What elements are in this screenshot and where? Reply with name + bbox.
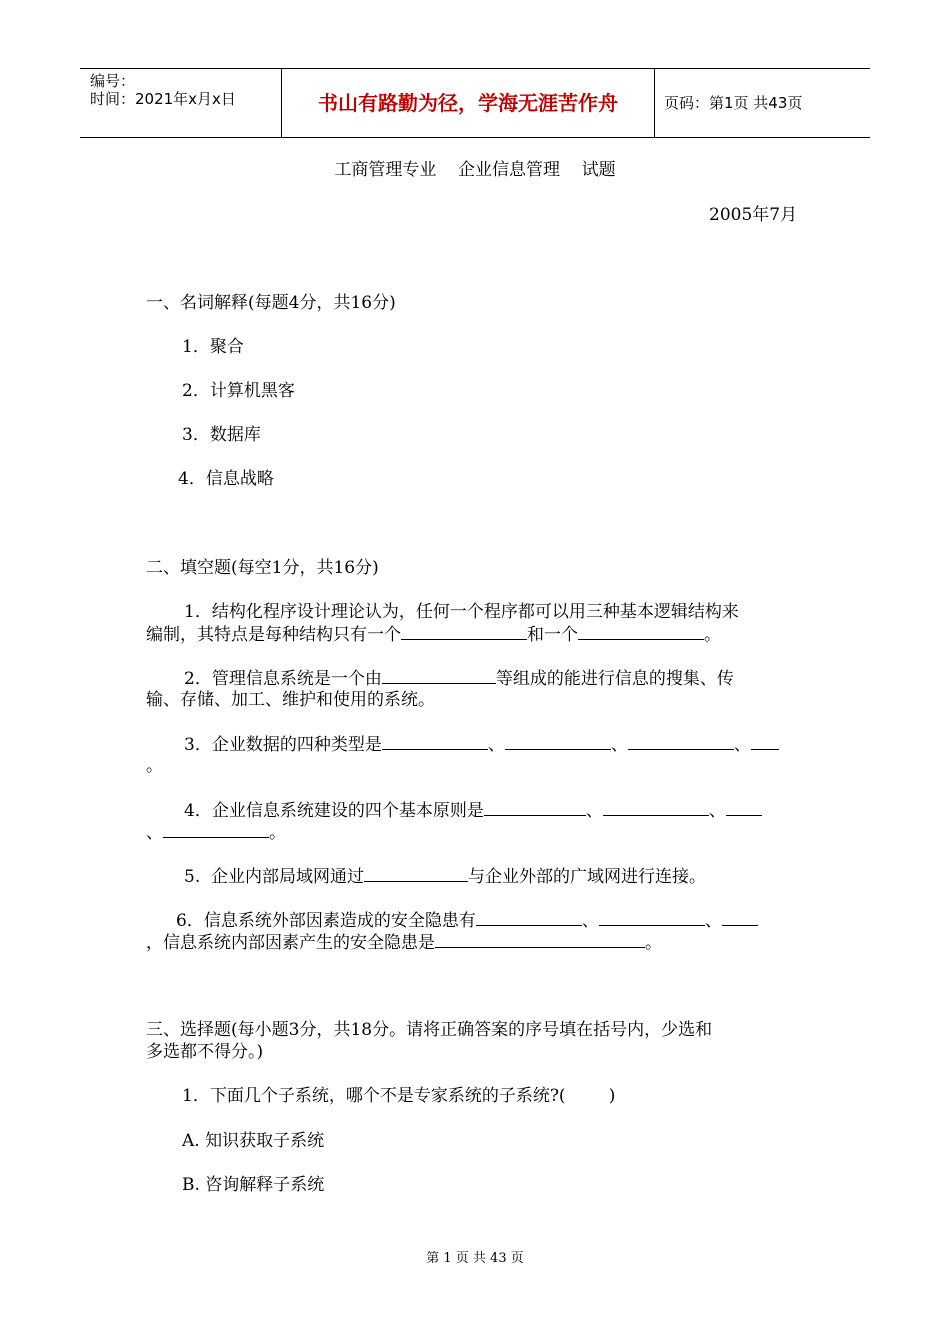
- choice-option-a[interactable]: A. 知识获取子系统: [182, 1131, 325, 1151]
- code-label: 编号：: [90, 72, 136, 90]
- header-divider: [654, 69, 655, 137]
- page-header: [80, 68, 870, 138]
- answer-blank[interactable]: [401, 624, 527, 640]
- answer-blank[interactable]: [603, 800, 709, 816]
- answer-blank[interactable]: [476, 910, 582, 926]
- fill-q5-line1: 5. 企业内部局域网通过 与企业外部的广域网进行连接。: [184, 867, 707, 887]
- answer-blank[interactable]: [722, 910, 758, 926]
- answer-blank[interactable]: [382, 668, 496, 684]
- header-info-cell: [80, 69, 281, 137]
- answer-blank[interactable]: [435, 932, 645, 948]
- page-footer: 第 1 页 共 43 页: [426, 1251, 524, 1266]
- header-motto: 书山有路勤为径，学海无涯苦作舟: [318, 91, 618, 115]
- answer-blank[interactable]: [382, 734, 488, 750]
- answer-blank[interactable]: [726, 800, 762, 816]
- answer-blank[interactable]: [163, 822, 269, 838]
- fill-q3-line1: 3．企业数据的四种类型是 、 、 、: [184, 734, 779, 755]
- answer-blank[interactable]: [505, 734, 611, 750]
- section2-heading: 二、填空题(每空1分，共16分): [146, 558, 379, 578]
- answer-blank[interactable]: [484, 800, 586, 816]
- term-item: 3．数据库: [182, 425, 261, 445]
- term-item: 4．信息战略: [178, 469, 274, 489]
- time-label: 时间：2021年x月x日: [90, 90, 236, 108]
- answer-blank[interactable]: [628, 734, 734, 750]
- fill-q6-line2: ，信息系统内部因素产生的安全隐患是 。: [146, 933, 662, 953]
- choice-option-b[interactable]: B. 咨询解释子系统: [182, 1175, 325, 1195]
- doc-title: 工商管理专业 企业信息管理 试题: [334, 160, 616, 180]
- header-page-label: 页码：第1页 共43页: [664, 94, 803, 112]
- section1-heading: 一、名词解释(每题4分，共16分): [146, 293, 396, 313]
- choice-q1: 1．下面几个子系统，哪个不是专家系统的子系统?( ): [182, 1086, 616, 1106]
- fill-q2-line1: 2．管理信息系统是一个由 等组成的能进行信息的搜集、传: [184, 669, 734, 689]
- fill-q6-line1: 6．信息系统外部因素造成的安全隐患有 、 、: [176, 910, 758, 931]
- answer-blank[interactable]: [599, 910, 705, 926]
- fill-q2-line2: 输、存储、加工、维护和使用的系统。: [146, 690, 435, 710]
- term-item: 1．聚合: [182, 337, 244, 357]
- fill-q1-line2: 编制，其特点是每种结构只有一个 和一个 。: [146, 625, 721, 645]
- answer-blank[interactable]: [751, 734, 779, 750]
- section3-heading-line1: 三、选择题(每小题3分，共18分。请将正确答案的序号填在括号内，少选和: [146, 1020, 713, 1040]
- fill-q4-line2: 、 。: [146, 823, 286, 843]
- term-item: 2．计算机黑客: [182, 381, 295, 401]
- answer-blank[interactable]: [364, 866, 468, 882]
- doc-date: 2005年7月: [709, 205, 798, 225]
- fill-q4-line1: 4．企业信息系统建设的四个基本原则是 、 、: [184, 800, 762, 821]
- fill-q1-line1: 1．结构化程序设计理论认为，任何一个程序都可以用三种基本逻辑结构来: [184, 602, 739, 622]
- answer-blank[interactable]: [578, 624, 704, 640]
- section3-heading-line2: 多选都不得分。): [146, 1042, 264, 1062]
- fill-q3-line2: 。: [146, 756, 163, 776]
